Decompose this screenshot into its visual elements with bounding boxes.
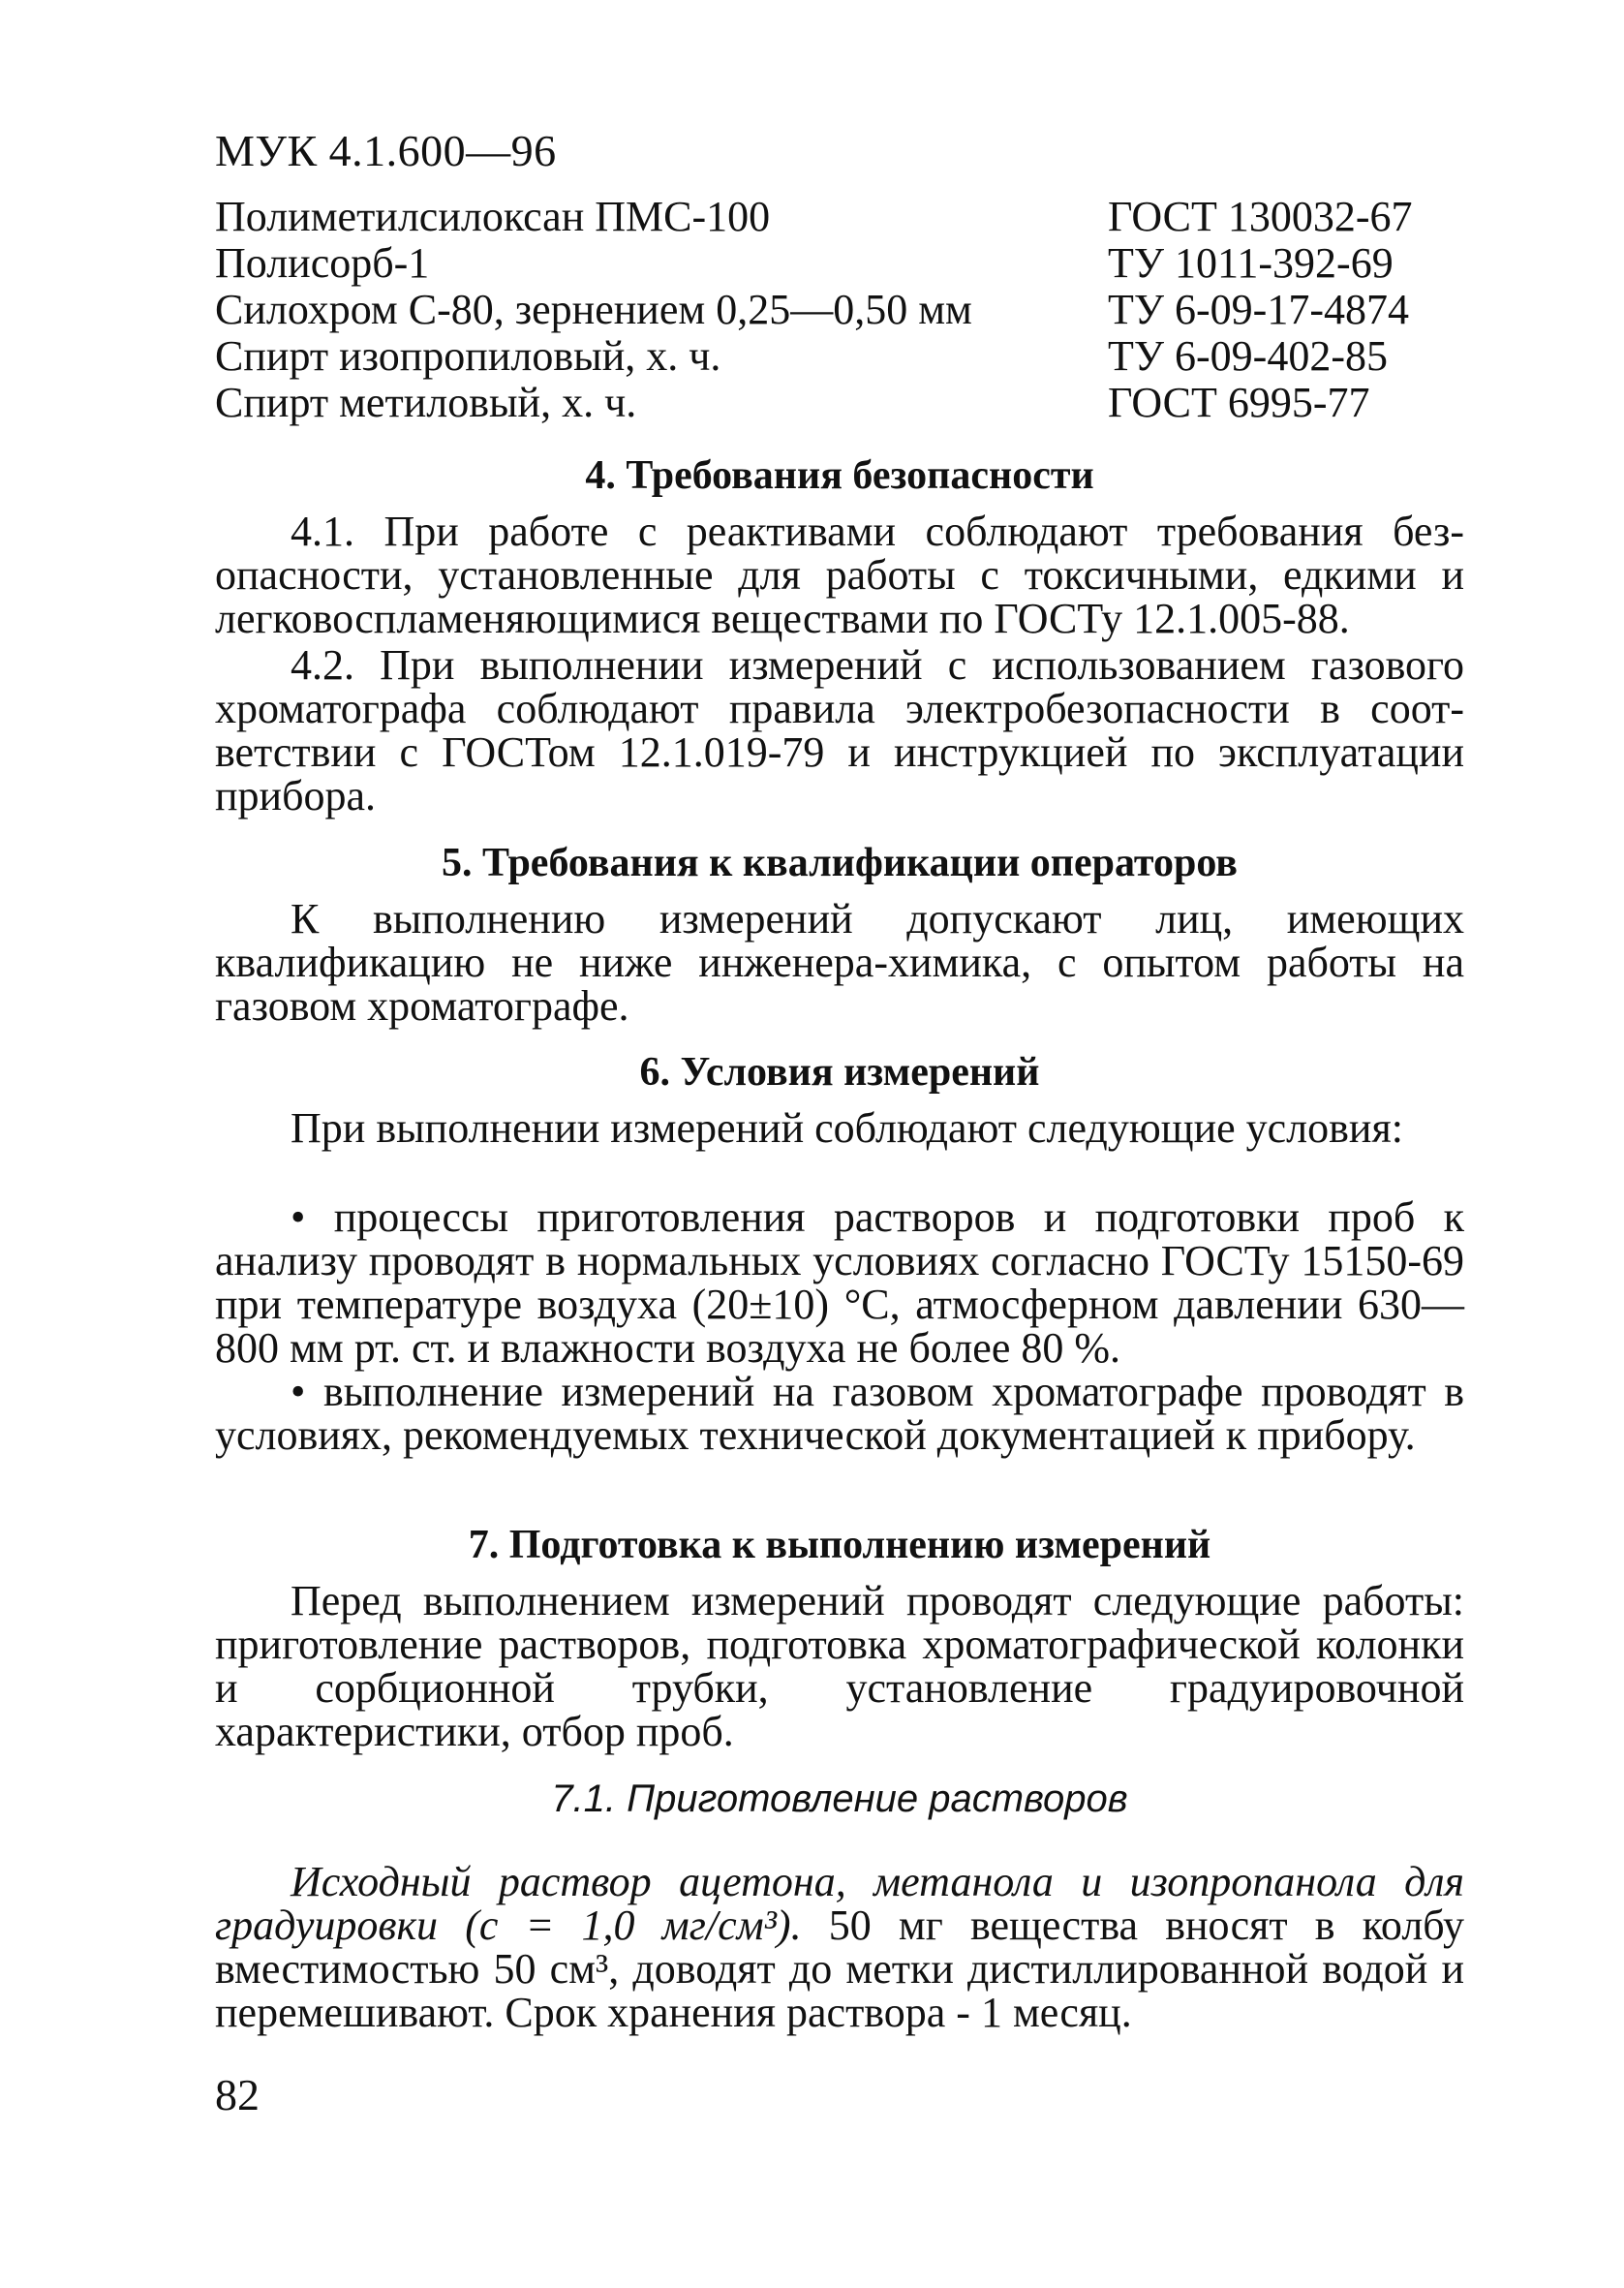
solution-title: Исходный раствор ацетона, метанола и изопропанола для градуировки (с = 1,0 мг/см³). <box>215 1858 1464 1949</box>
section-7-1-paragraph <box>215 1860 1464 2034</box>
document-code: МУК 4.1.600—96 <box>215 126 557 175</box>
material-standard: ТУ 6-09-17-4874 <box>1108 286 1409 333</box>
section-7-heading: 7. Подготовка к выполнению измерений <box>468 1523 1211 1567</box>
section-6-paragraph-1: При выполнении измерений соблюдают следующие условия: <box>291 1104 1403 1152</box>
material-standard: ТУ 1011-392-69 <box>1108 239 1394 287</box>
section-4-heading: 4. Требования безопасности <box>585 453 1094 498</box>
solution-text: 50 мг вещества вносят в колбу вместимостью 50 см³, доводят до метки дистиллированной водой и перемешивают. Срок хранения раствора - 1 месяц. <box>215 1902 1464 2036</box>
materials-row <box>215 194 1464 240</box>
materials-row <box>215 240 1464 287</box>
materials-row <box>215 287 1464 333</box>
material-name: Спирт изопропиловый, х. ч. <box>215 332 721 380</box>
section-4-paragraph-1: 4.1. При работе с реактивами соблюдают требования безопасности, установленные для работы с токсичными, едкими и легковоспламеняющимися веществами по ГОСТу 12.1.005-88. <box>215 508 1464 642</box>
section-5-paragraph-1: К выполнению измерений допускают лиц, имеющих квалификацию не ниже инженера-химика, с опытом работы на газовом хроматографе. <box>215 895 1464 1030</box>
material-name: Полиметилсилоксан ПМС-100 <box>215 193 771 240</box>
material-name: Спирт метиловый, х. ч. <box>215 379 637 426</box>
section-6-bullet-2: • выполнение измерений на газовом хроматографе проводят в условиях, рекомендуемых технической документацией к прибору. <box>215 1368 1464 1459</box>
section-7-paragraph-1: Перед выполнением измерений проводят следующие работы: приготовление растворов, подготовка хроматографической колонки и сорбционной трубки, установление градуировочной характеристики, отбор проб. <box>215 1577 1464 1755</box>
material-name: Полисорб-1 <box>215 239 430 287</box>
section-4-paragraph-2: 4.2. При выполнении измерений с использованием газового хроматографа соблюдают правила электробезопасности в соответствии с ГОСТом 12.1.019-79 и инструкцией по эксплуатации прибора. <box>215 641 1464 819</box>
materials-row <box>215 333 1464 380</box>
material-name: Силохром С-80, зернением 0,25—0,50 мм <box>215 286 972 333</box>
materials-list <box>215 194 1464 426</box>
material-standard: ГОСТ 130032-67 <box>1108 193 1413 240</box>
section-7-1-subheading: 7.1. Приготовление растворов <box>551 1778 1128 1820</box>
section-6-heading: 6. Условия измерений <box>639 1050 1040 1095</box>
page-number: 82 <box>215 2070 260 2119</box>
materials-row <box>215 380 1464 426</box>
material-standard: ГОСТ 6995-77 <box>1108 379 1370 426</box>
section-5-heading: 5. Требования к квалификации операторов <box>442 841 1238 885</box>
material-standard: ТУ 6-09-402-85 <box>1108 332 1388 380</box>
section-6-bullet-1: • процессы приготовления растворов и подготовки проб к анализу проводят в нормальных условиях согласно ГОСТу 15150-69 при температуре воздуха (20±10) °С, атмосферном давлении 630—800 мм рт. ст. и влажности воздуха не более 80 %. <box>215 1193 1464 1372</box>
